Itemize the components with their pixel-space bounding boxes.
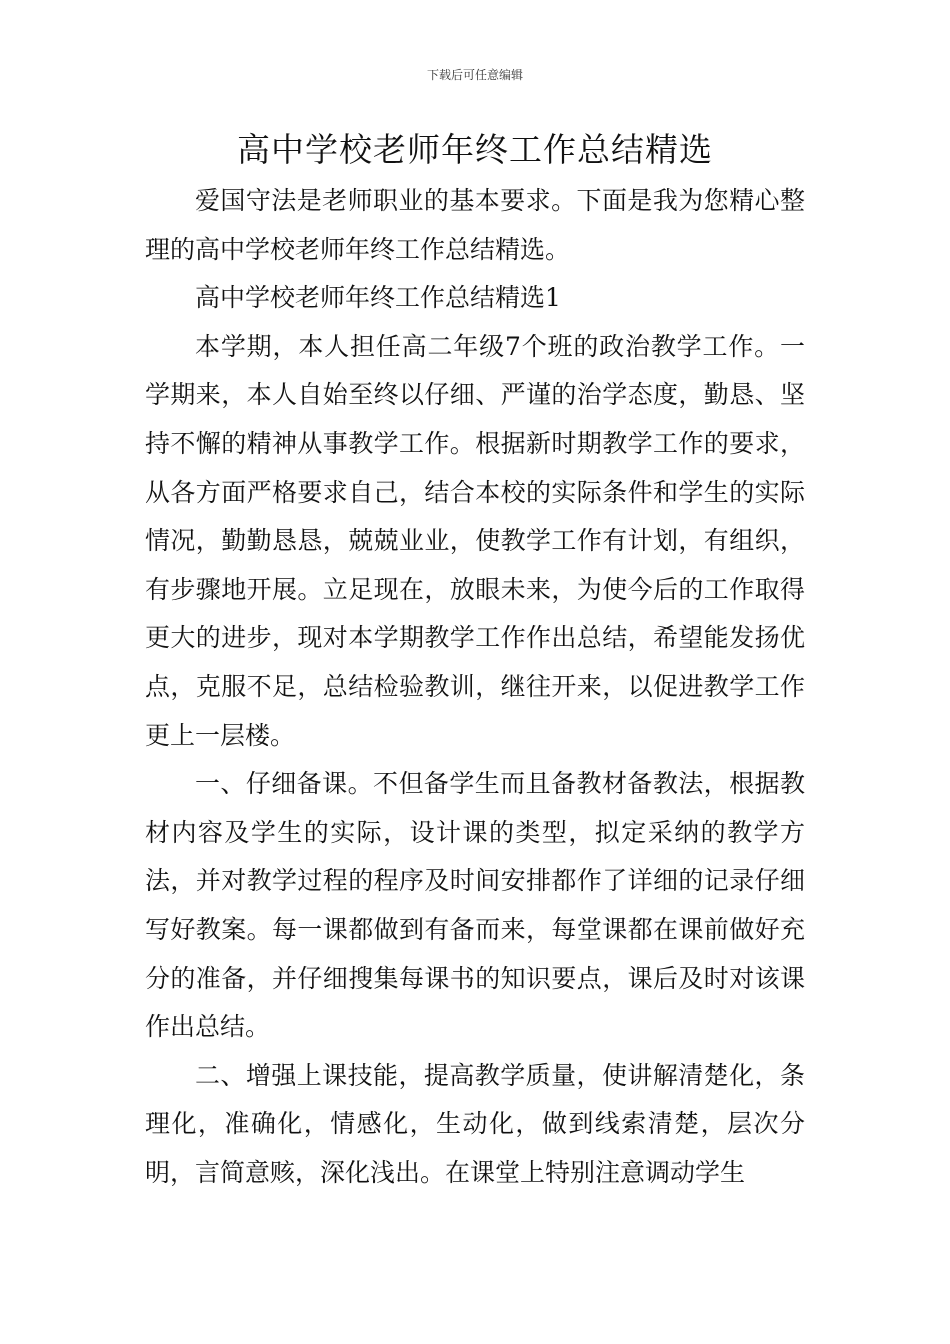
paragraph-point-one: 一、仔细备课。不但备学生而且备教材备教法，根据教材内容及学生的实际，设计课的类型，拟定采纳的教学方法，并对教学过程的程序及时间安排都作了详细的记录仔细写好教案。每一课都做到有备而来，每堂课都在课前做好充分的准备，并仔细搜集每课书的知识要点，课后及时对该课作出总结。 — [145, 769, 805, 1042]
header-note: 下载后可任意编辑 — [426, 68, 523, 82]
paragraph-intro: 爱国守法是老师职业的基本要求。下面是我为您精心整理的高中学校老师年终工作总结精选。 — [145, 186, 805, 264]
section-heading: 高中学校老师年终工作总结精选1 — [195, 283, 561, 313]
paragraph-overview: 本学期，本人担任高二年级7个班的政治教学工作。一学期来，本人自始至终以仔细、严谨的治学态度，勤恳、坚持不懈的精神从事教学工作。根据新时期教学工作的要求，从各方面严格要求自己，结合本校的实际条件和学生的实际情况，勤勤恳恳，兢兢业业，使教学工作有计划，有组织，有步骤地开展。立足现在，放眼未来，为使今后的工作取得更大的进步，现对本学期教学工作作出总结，希望能发扬优点，克服不足，总结检验教训，继往开来，以促进教学工作更上一层楼。 — [145, 331, 805, 750]
document-title: 高中学校老师年终工作总结精选 — [237, 130, 713, 169]
document-body — [145, 177, 805, 1197]
paragraph-point-two: 二、增强上课技能，提高教学质量，使讲解清楚化，条理化，准确化，情感化，生动化，做到线索清楚，层次分明，言简意赅，深化浅出。在课堂上特别注意调动学生 — [145, 1060, 805, 1187]
